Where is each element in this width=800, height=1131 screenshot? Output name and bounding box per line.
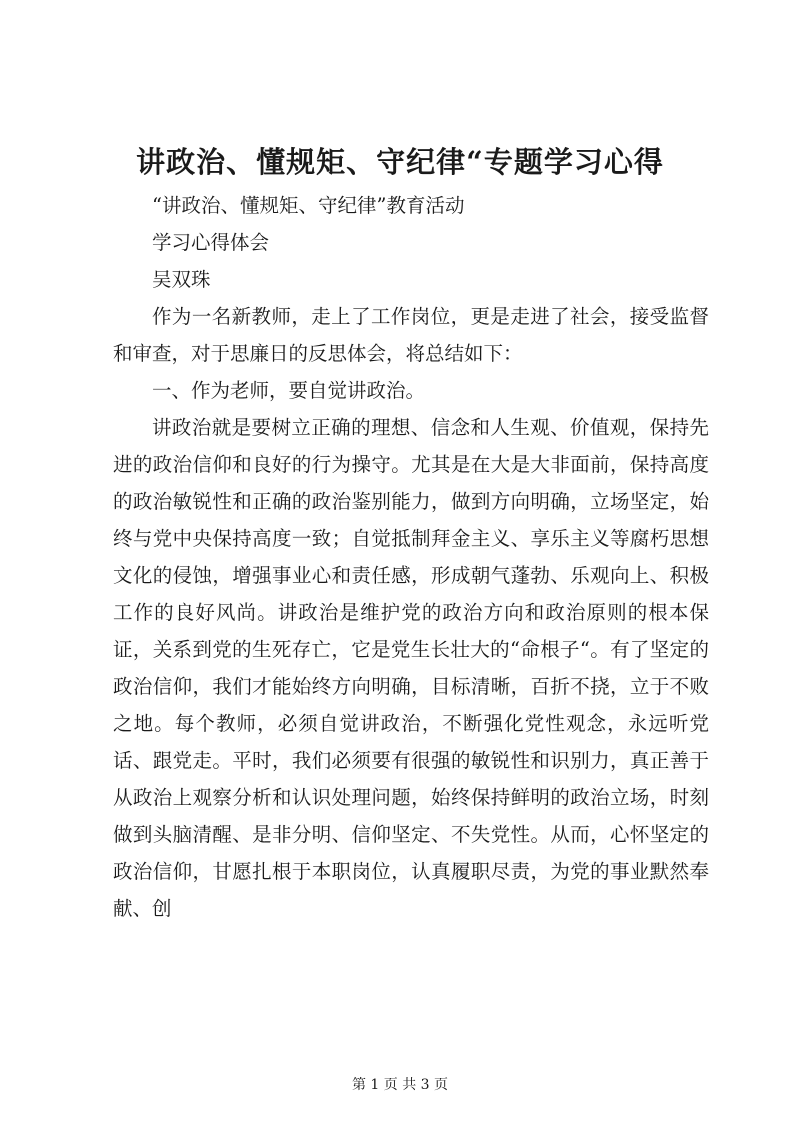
- author-name: 吴双珠: [152, 268, 211, 291]
- section-heading: 一、作为老师，要自觉讲政治。: [152, 379, 426, 402]
- page-footer: 第 1 页 共 3 页: [351, 1077, 449, 1093]
- intro-paragraph: 作为一名新教师，走上了工作岗位，更是走进了社会，接受监督和审查，对于思廉日的反思体会，将总结如下：: [113, 305, 709, 365]
- document-title: 讲政治、懂规矩、守纪律“专题学习心得: [136, 145, 664, 179]
- subtitle-experience: 学习心得体会: [152, 231, 270, 254]
- subtitle-activity: “讲政治、懂规矩、守纪律”教育活动: [152, 194, 465, 217]
- document-body: [113, 187, 709, 927]
- body-paragraph: 讲政治就是要树立正确的理想、信念和人生观、价值观，保持先进的政治信仰和良好的行为操守。尤其是在大是大非面前，保持高度的政治敏锐性和正确的政治鉴别能力，做到方向明确，立场坚定，始终与党中央保持高度一致；自觉抵制拜金主义、享乐主义等腐朽思想文化的侵蚀，增强事业心和责任感，形成朝气蓬勃、乐观向上、积极工作的良好风尚。讲政治是维护党的政治方向和政治原则的根本保证，关系到党的生死存亡，它是党生长壮大的“命根子“。有了坚定的政治信仰，我们才能始终方向明确，目标清晰，百折不挠，立于不败之地。每个教师，必须自觉讲政治，不断强化党性观念，永远听党话、跟党走。平时，我们必须要有很强的敏锐性和识别力，真正善于从政治上观察分析和认识处理问题，始终保持鲜明的政治立场，时刻做到头脑清醒、是非分明、信仰坚定、不失党性。从而，心怀坚定的政治信仰，甘愿扎根于本职岗位，认真履职尽责，为党的事业默然奉献、创: [113, 416, 709, 920]
